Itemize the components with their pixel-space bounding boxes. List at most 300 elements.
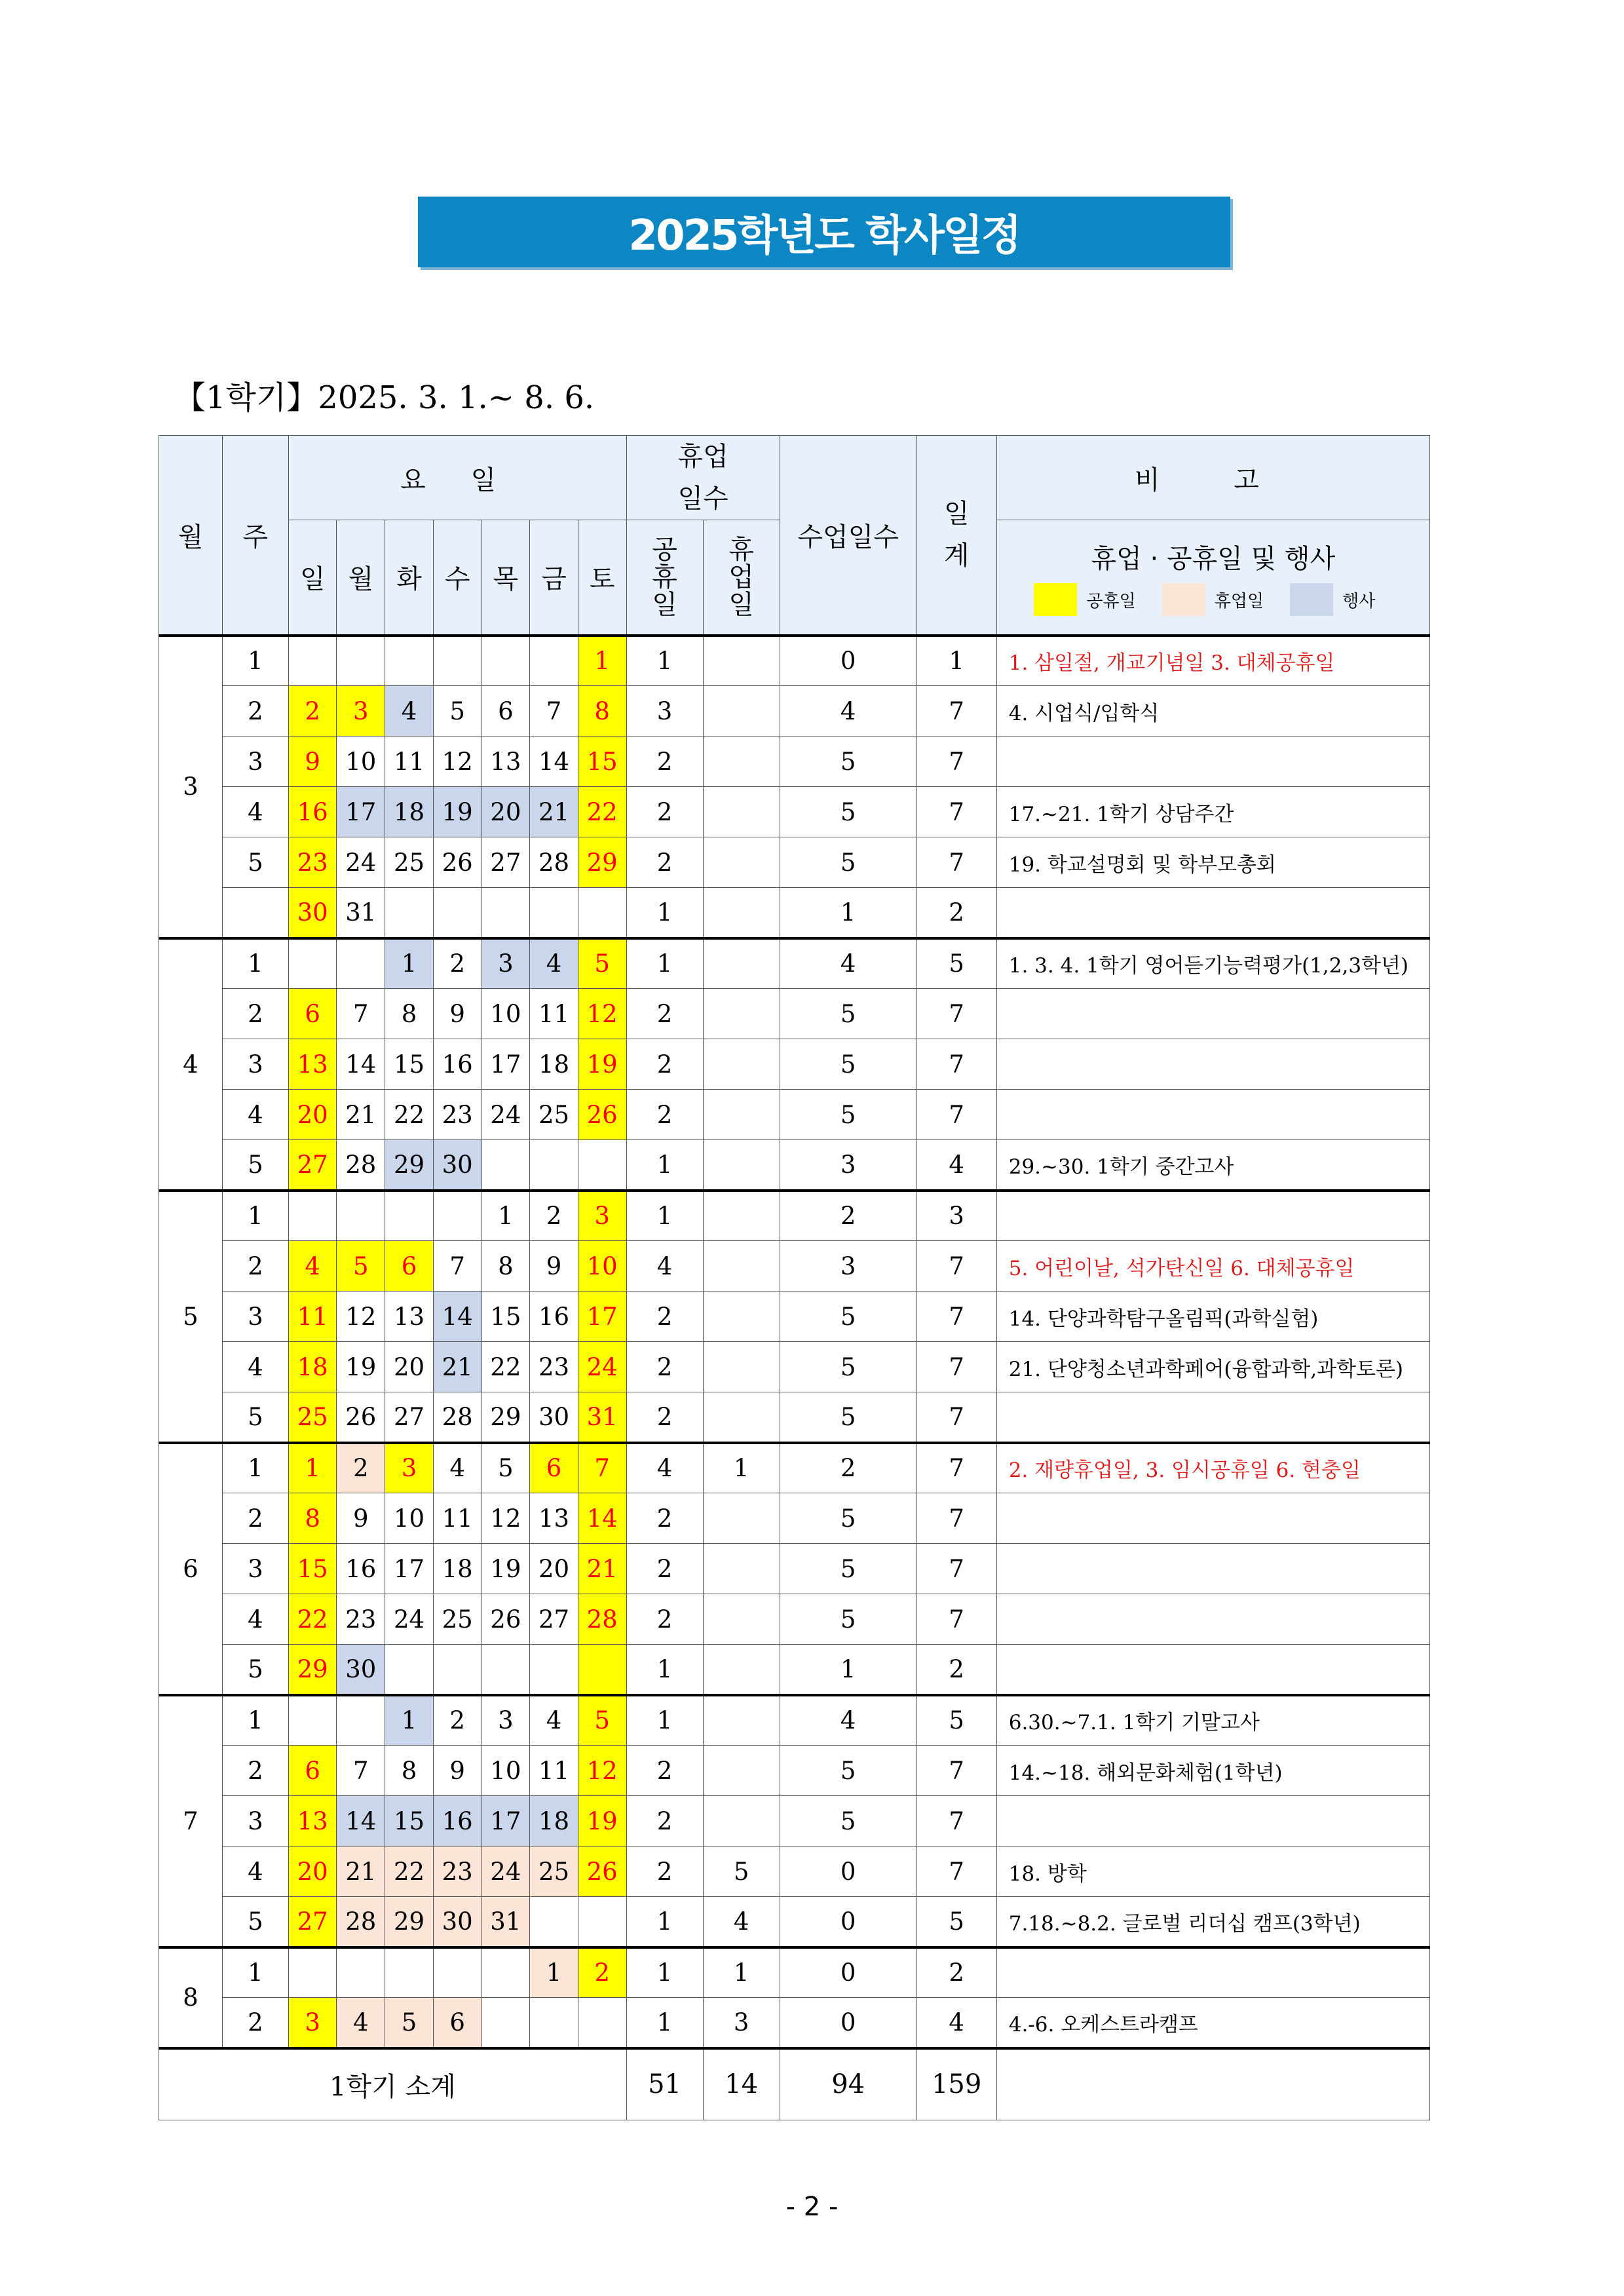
day-cell: 1 — [288, 1443, 337, 1493]
week-row — [159, 1746, 1430, 1796]
day-cell: 1 — [530, 1947, 578, 1998]
holiday-count: 2 — [626, 1292, 703, 1342]
holiday-count: 1 — [626, 1897, 703, 1947]
holiday-count: 2 — [626, 787, 703, 837]
day-cell: 15 — [385, 1039, 434, 1090]
semester-header: 【1학기】2025. 3. 1.~ 8. 6. — [174, 379, 595, 416]
day-cell: 19 — [337, 1342, 385, 1392]
day-cell: 12 — [482, 1493, 530, 1544]
header-remarks-sub — [996, 520, 1429, 636]
week-cell: 4 — [222, 787, 288, 837]
week-cell: 3 — [222, 1039, 288, 1090]
day-cell: 3 — [482, 938, 530, 989]
day-cell: 26 — [337, 1392, 385, 1443]
remark-cell — [996, 888, 1429, 938]
month-cell: 6 — [159, 1443, 223, 1695]
header-day-fri: 금 — [530, 520, 578, 636]
holiday-count: 2 — [626, 1039, 703, 1090]
holiday-count: 4 — [626, 1241, 703, 1292]
day-cell — [288, 1191, 337, 1241]
day-cell: 9 — [337, 1493, 385, 1544]
day-cell: 11 — [530, 1746, 578, 1796]
day-cell — [337, 938, 385, 989]
week-row — [159, 1998, 1430, 2048]
day-cell: 5 — [578, 938, 626, 989]
week-cell: 5 — [222, 837, 288, 888]
academic-schedule-table — [159, 435, 1430, 2120]
header-day-sat: 토 — [578, 520, 626, 636]
day-cell: 9 — [433, 989, 482, 1039]
day-cell: 30 — [288, 888, 337, 938]
header-month: 월 — [159, 436, 223, 636]
day-cell: 23 — [337, 1594, 385, 1645]
class-days: 5 — [780, 1039, 916, 1090]
closure-count — [703, 1695, 780, 1746]
day-cell — [530, 1645, 578, 1695]
holiday-count: 1 — [626, 636, 703, 686]
day-cell: 28 — [337, 1897, 385, 1947]
total-days: 4 — [916, 1140, 996, 1191]
day-cell: 31 — [578, 1392, 626, 1443]
remark-cell: 19. 학교설명회 및 학부모총회 — [996, 837, 1429, 888]
day-cell: 6 — [288, 989, 337, 1039]
day-cell: 17 — [482, 1796, 530, 1846]
day-cell — [530, 888, 578, 938]
legend — [997, 583, 1429, 616]
remark-cell: 21. 단양청소년과학페어(융합과학,과학토론) — [996, 1342, 1429, 1392]
remark-cell — [996, 989, 1429, 1039]
day-cell: 1 — [385, 938, 434, 989]
day-cell: 18 — [530, 1796, 578, 1846]
day-cell: 6 — [288, 1746, 337, 1796]
class-days: 0 — [780, 1846, 916, 1897]
day-cell: 6 — [530, 1443, 578, 1493]
day-cell — [578, 888, 626, 938]
day-cell: 24 — [578, 1342, 626, 1392]
closure-count — [703, 888, 780, 938]
day-cell: 6 — [385, 1241, 434, 1292]
class-days: 5 — [780, 787, 916, 837]
day-cell — [337, 1191, 385, 1241]
day-cell: 11 — [433, 1493, 482, 1544]
holiday-count: 2 — [626, 1746, 703, 1796]
week-row — [159, 1493, 1430, 1544]
closure-count — [703, 1140, 780, 1191]
week-row — [159, 888, 1430, 938]
class-days: 0 — [780, 1897, 916, 1947]
month-cell: 3 — [159, 636, 223, 938]
day-cell: 15 — [578, 737, 626, 787]
header-closure-label: 휴업일 — [728, 534, 754, 620]
day-cell: 31 — [482, 1897, 530, 1947]
closure-count — [703, 636, 780, 686]
day-cell: 21 — [578, 1544, 626, 1594]
day-cell: 16 — [337, 1544, 385, 1594]
class-days: 2 — [780, 1443, 916, 1493]
day-cell: 14 — [578, 1493, 626, 1544]
day-cell — [433, 1947, 482, 1998]
day-cell — [337, 1947, 385, 1998]
day-cell — [288, 1947, 337, 1998]
day-cell: 25 — [530, 1090, 578, 1140]
total-days: 3 — [916, 1191, 996, 1241]
day-cell: 20 — [385, 1342, 434, 1392]
closure-count — [703, 787, 780, 837]
day-cell — [482, 1947, 530, 1998]
week-cell: 5 — [222, 1645, 288, 1695]
holiday-count: 2 — [626, 1493, 703, 1544]
day-cell: 2 — [337, 1443, 385, 1493]
remark-cell — [996, 1090, 1429, 1140]
day-cell — [482, 888, 530, 938]
week-row — [159, 1140, 1430, 1191]
day-cell: 18 — [530, 1039, 578, 1090]
day-cell: 3 — [337, 686, 385, 737]
day-cell: 20 — [482, 787, 530, 837]
week-row — [159, 837, 1430, 888]
header-day-mon: 월 — [337, 520, 385, 636]
remark-cell — [996, 1594, 1429, 1645]
legend-event-swatch — [1290, 583, 1333, 616]
subtotal-holiday: 51 — [626, 2048, 703, 2120]
day-cell: 3 — [288, 1998, 337, 2048]
day-cell — [433, 888, 482, 938]
subtotal-class: 94 — [780, 2048, 916, 2120]
day-cell: 14 — [337, 1796, 385, 1846]
day-cell: 8 — [482, 1241, 530, 1292]
holiday-count: 1 — [626, 1191, 703, 1241]
holiday-count: 2 — [626, 1594, 703, 1645]
total-days: 7 — [916, 1392, 996, 1443]
day-cell — [288, 636, 337, 686]
day-cell: 1 — [482, 1191, 530, 1241]
day-cell: 18 — [385, 787, 434, 837]
total-days: 7 — [916, 1241, 996, 1292]
header-holiday — [626, 520, 703, 636]
header-day-sun: 일 — [288, 520, 337, 636]
day-cell: 12 — [578, 1746, 626, 1796]
total-days: 7 — [916, 1594, 996, 1645]
total-days: 7 — [916, 787, 996, 837]
day-cell: 9 — [530, 1241, 578, 1292]
subtotal-note — [996, 2048, 1429, 2120]
day-cell — [578, 1645, 626, 1695]
subtotal-closure: 14 — [703, 2048, 780, 2120]
day-cell: 21 — [337, 1846, 385, 1897]
class-days: 0 — [780, 636, 916, 686]
header-week: 주 — [222, 436, 288, 636]
day-cell: 2 — [530, 1191, 578, 1241]
total-days: 7 — [916, 1846, 996, 1897]
day-cell: 5 — [385, 1998, 434, 2048]
day-cell: 21 — [530, 787, 578, 837]
day-cell: 14 — [433, 1292, 482, 1342]
day-cell — [385, 636, 434, 686]
remark-cell: 1. 삼일절, 개교기념일 3. 대체공휴일 — [996, 636, 1429, 686]
closure-count — [703, 1746, 780, 1796]
class-days: 1 — [780, 888, 916, 938]
day-cell: 12 — [433, 737, 482, 787]
remark-cell: 17.~21. 1학기 상담주간 — [996, 787, 1429, 837]
legend-closure-swatch — [1162, 583, 1205, 616]
day-cell — [578, 1897, 626, 1947]
closure-count — [703, 837, 780, 888]
day-cell: 29 — [288, 1645, 337, 1695]
day-cell: 6 — [482, 686, 530, 737]
week-cell — [222, 888, 288, 938]
closure-count: 3 — [703, 1998, 780, 2048]
week-row — [159, 1544, 1430, 1594]
week-row — [159, 1796, 1430, 1846]
remark-cell: 14. 단양과학탐구올림픽(과학실험) — [996, 1292, 1429, 1342]
day-cell: 1 — [578, 636, 626, 686]
day-cell: 3 — [385, 1443, 434, 1493]
day-cell: 27 — [482, 837, 530, 888]
day-cell: 10 — [482, 1746, 530, 1796]
total-days: 7 — [916, 1292, 996, 1342]
total-days: 1 — [916, 636, 996, 686]
total-days: 7 — [916, 837, 996, 888]
week-cell: 5 — [222, 1897, 288, 1947]
month-cell: 5 — [159, 1191, 223, 1443]
legend-holiday-swatch — [1034, 583, 1077, 616]
day-cell: 20 — [530, 1544, 578, 1594]
class-days: 4 — [780, 686, 916, 737]
day-cell: 16 — [433, 1039, 482, 1090]
total-days: 2 — [916, 1645, 996, 1695]
day-cell: 22 — [482, 1342, 530, 1392]
week-row — [159, 1897, 1430, 1947]
day-cell: 30 — [433, 1140, 482, 1191]
day-cell: 22 — [578, 787, 626, 837]
day-cell — [482, 1645, 530, 1695]
day-cell: 28 — [433, 1392, 482, 1443]
day-cell: 25 — [385, 837, 434, 888]
holiday-count: 4 — [626, 1443, 703, 1493]
closure-count — [703, 686, 780, 737]
legend-closure-label: 휴업일 — [1214, 591, 1264, 611]
week-row — [159, 989, 1430, 1039]
day-cell: 27 — [288, 1140, 337, 1191]
day-cell: 15 — [288, 1544, 337, 1594]
schedule-body — [159, 636, 1430, 2048]
class-days: 4 — [780, 938, 916, 989]
class-days: 0 — [780, 1947, 916, 1998]
closure-count — [703, 737, 780, 787]
day-cell: 24 — [337, 837, 385, 888]
day-cell: 4 — [288, 1241, 337, 1292]
day-cell: 11 — [288, 1292, 337, 1342]
closure-count — [703, 938, 780, 989]
remark-cell — [996, 1796, 1429, 1846]
day-cell: 17 — [337, 787, 385, 837]
day-cell: 22 — [385, 1090, 434, 1140]
day-cell: 26 — [578, 1090, 626, 1140]
week-cell: 4 — [222, 1594, 288, 1645]
total-days: 7 — [916, 1544, 996, 1594]
day-cell: 19 — [578, 1039, 626, 1090]
class-days: 2 — [780, 1191, 916, 1241]
closure-count: 4 — [703, 1897, 780, 1947]
day-cell: 27 — [530, 1594, 578, 1645]
remark-cell — [996, 737, 1429, 787]
holiday-count: 2 — [626, 737, 703, 787]
day-cell: 24 — [482, 1090, 530, 1140]
day-cell: 16 — [530, 1292, 578, 1342]
class-days: 5 — [780, 1342, 916, 1392]
day-cell: 7 — [578, 1443, 626, 1493]
day-cell: 30 — [337, 1645, 385, 1695]
holiday-count: 1 — [626, 1645, 703, 1695]
remark-cell: 7.18.~8.2. 글로벌 리더십 캠프(3학년) — [996, 1897, 1429, 1947]
week-cell: 2 — [222, 1241, 288, 1292]
day-cell: 17 — [385, 1544, 434, 1594]
day-cell: 23 — [288, 837, 337, 888]
class-days: 5 — [780, 737, 916, 787]
day-cell: 17 — [578, 1292, 626, 1342]
remark-cell: 4. 시업식/입학식 — [996, 686, 1429, 737]
day-cell: 8 — [385, 1746, 434, 1796]
month-cell: 8 — [159, 1947, 223, 2048]
day-cell: 22 — [385, 1846, 434, 1897]
header-total-label: 일계 — [943, 499, 970, 571]
header-day-wed: 수 — [433, 520, 482, 636]
total-days: 5 — [916, 1897, 996, 1947]
day-cell: 1 — [385, 1695, 434, 1746]
day-cell: 29 — [385, 1140, 434, 1191]
holiday-count: 2 — [626, 1090, 703, 1140]
day-cell: 9 — [433, 1746, 482, 1796]
day-cell: 29 — [385, 1897, 434, 1947]
day-cell: 10 — [337, 737, 385, 787]
day-cell: 8 — [288, 1493, 337, 1544]
day-cell: 2 — [433, 938, 482, 989]
subtotal-total: 159 — [916, 2048, 996, 2120]
day-cell: 8 — [578, 686, 626, 737]
header-remarks: 비 고 — [996, 436, 1429, 520]
day-cell: 26 — [433, 837, 482, 888]
holiday-count: 2 — [626, 1342, 703, 1392]
day-cell: 3 — [578, 1191, 626, 1241]
class-days: 5 — [780, 1392, 916, 1443]
day-cell: 4 — [530, 1695, 578, 1746]
day-cell — [288, 1695, 337, 1746]
header-day-tue: 화 — [385, 520, 434, 636]
total-days: 7 — [916, 1796, 996, 1846]
day-cell — [530, 1140, 578, 1191]
day-cell: 9 — [288, 737, 337, 787]
day-cell: 29 — [482, 1392, 530, 1443]
day-cell: 25 — [288, 1392, 337, 1443]
day-cell: 5 — [482, 1443, 530, 1493]
class-days: 1 — [780, 1645, 916, 1695]
remark-cell — [996, 1544, 1429, 1594]
remark-cell: 18. 방학 — [996, 1846, 1429, 1897]
remarks-subtitle: 휴업 · 공휴일 및 행사 — [1091, 544, 1336, 575]
class-days: 5 — [780, 1493, 916, 1544]
day-cell: 16 — [433, 1796, 482, 1846]
day-cell: 15 — [482, 1292, 530, 1342]
header-closed-group-label: 휴업일수 — [677, 442, 728, 514]
class-days: 5 — [780, 1746, 916, 1796]
day-cell: 25 — [530, 1846, 578, 1897]
day-cell: 7 — [530, 686, 578, 737]
remark-cell — [996, 1493, 1429, 1544]
day-cell: 30 — [433, 1897, 482, 1947]
week-cell: 2 — [222, 1493, 288, 1544]
day-cell: 10 — [482, 989, 530, 1039]
day-cell: 6 — [433, 1998, 482, 2048]
holiday-count: 2 — [626, 1846, 703, 1897]
remark-cell — [996, 1947, 1429, 1998]
day-cell — [288, 938, 337, 989]
holiday-count: 1 — [626, 1695, 703, 1746]
week-row — [159, 1241, 1430, 1292]
day-cell: 12 — [337, 1292, 385, 1342]
remark-cell — [996, 1039, 1429, 1090]
day-cell — [578, 1998, 626, 2048]
holiday-count: 1 — [626, 1140, 703, 1191]
week-cell: 4 — [222, 1846, 288, 1897]
week-cell: 5 — [222, 1392, 288, 1443]
subtotal-label: 1학기 소계 — [159, 2048, 627, 2120]
total-days: 7 — [916, 1090, 996, 1140]
week-cell: 3 — [222, 737, 288, 787]
total-days: 2 — [916, 888, 996, 938]
class-days: 0 — [780, 1998, 916, 2048]
total-days: 7 — [916, 1443, 996, 1493]
day-cell — [530, 636, 578, 686]
total-days: 7 — [916, 686, 996, 737]
week-row — [159, 1846, 1430, 1897]
week-cell: 1 — [222, 1191, 288, 1241]
remark-cell: 5. 어린이날, 석가탄신일 6. 대체공휴일 — [996, 1241, 1429, 1292]
week-cell: 2 — [222, 1998, 288, 2048]
closure-count — [703, 1241, 780, 1292]
holiday-count: 1 — [626, 1947, 703, 1998]
class-days: 5 — [780, 1796, 916, 1846]
legend-holiday-label: 공휴일 — [1086, 591, 1136, 611]
day-cell: 19 — [578, 1796, 626, 1846]
total-days: 7 — [916, 1493, 996, 1544]
subtotal-row — [159, 2048, 1430, 2120]
closure-count — [703, 1796, 780, 1846]
day-cell: 8 — [385, 989, 434, 1039]
day-cell — [385, 1947, 434, 1998]
holiday-count: 2 — [626, 1796, 703, 1846]
legend-event-label: 행사 — [1342, 591, 1376, 611]
day-cell: 27 — [385, 1392, 434, 1443]
day-cell: 2 — [288, 686, 337, 737]
week-row — [159, 1292, 1430, 1342]
holiday-count: 1 — [626, 938, 703, 989]
day-cell: 7 — [433, 1241, 482, 1292]
class-days: 5 — [780, 989, 916, 1039]
closure-count — [703, 1191, 780, 1241]
day-cell: 20 — [288, 1846, 337, 1897]
day-cell: 5 — [337, 1241, 385, 1292]
day-cell — [385, 1645, 434, 1695]
total-days: 7 — [916, 1746, 996, 1796]
day-cell: 5 — [578, 1695, 626, 1746]
remark-cell: 6.30.~7.1. 1학기 기말고사 — [996, 1695, 1429, 1746]
day-cell: 23 — [530, 1342, 578, 1392]
week-row — [159, 787, 1430, 837]
week-row — [159, 737, 1430, 787]
day-cell: 11 — [530, 989, 578, 1039]
day-cell — [482, 1998, 530, 2048]
day-cell: 29 — [578, 837, 626, 888]
